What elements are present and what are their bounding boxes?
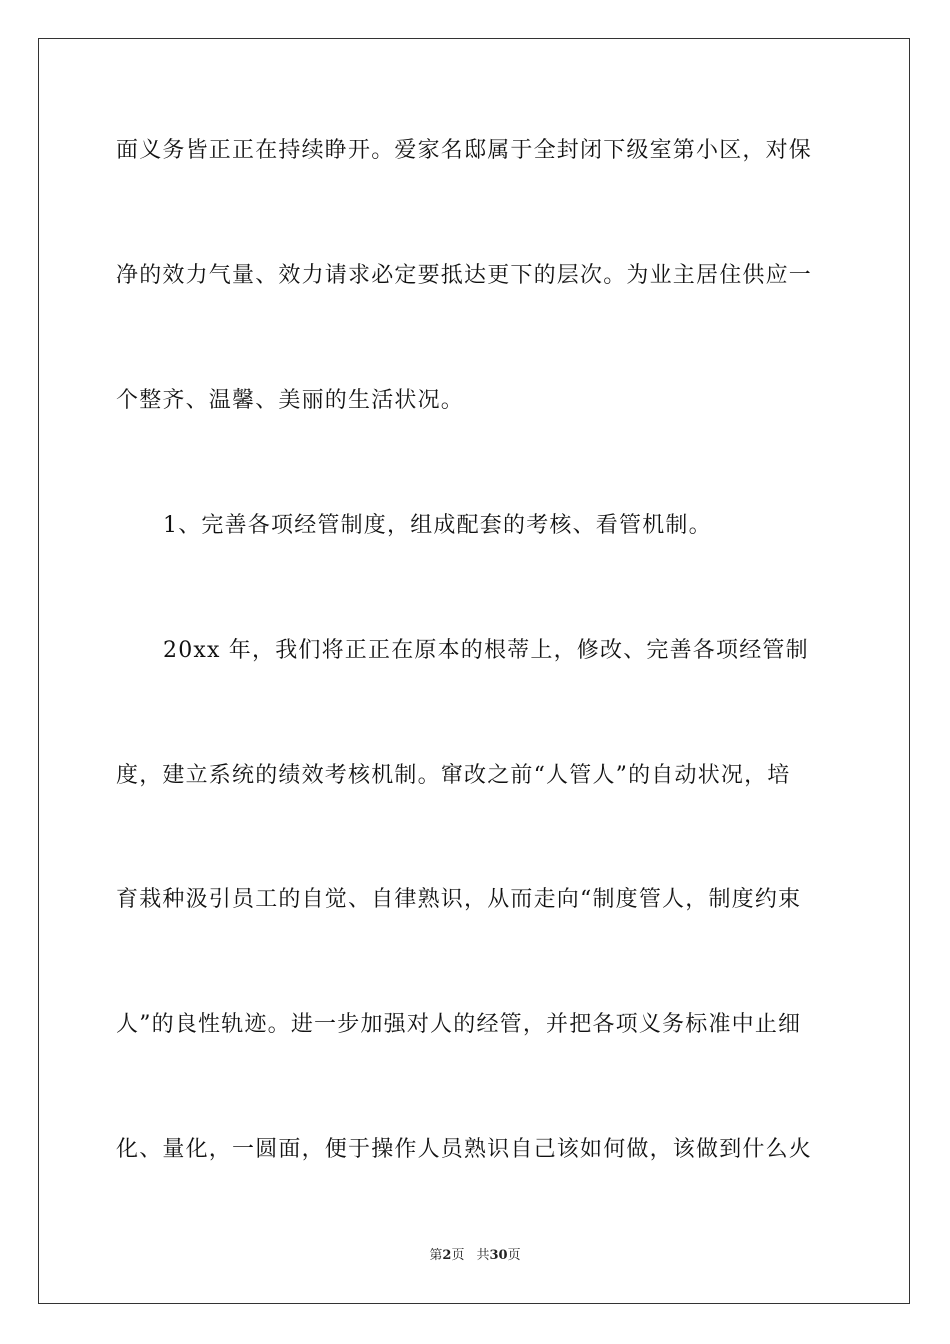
body-text-line: 化、量化，一圆面，便于操作人员熟识自己该如何做，该做到什么火	[116, 1137, 813, 1162]
total-pages: 30	[489, 1248, 508, 1263]
page-border	[38, 38, 910, 1304]
page-number: 2	[442, 1248, 452, 1263]
total-suffix: 页	[507, 1248, 521, 1263]
page-footer	[0, 1248, 950, 1264]
list-item-heading: 1、完善各项经管制度，组成配套的考核、看管机制。	[163, 513, 712, 538]
body-text-line: 度，建立系统的绩效考核机制。窜改之前“人管人”的自动状况，培	[116, 763, 791, 788]
page-suffix: 页	[451, 1248, 465, 1263]
body-text-line: 20xx 年，我们将正正在原本的根蒂上，修改、完善各项经管制	[163, 638, 809, 663]
body-text-line: 个整齐、温馨、美丽的生活状况。	[116, 388, 465, 413]
body-text-line: 育栽种汲引员工的自觉、自律熟识，从而走向“制度管人，制度约束	[116, 887, 802, 912]
body-text-line: 净的效力气量、效力请求必定要抵达更下的层次。为业主居住供应一	[116, 263, 813, 288]
page-prefix: 第	[429, 1248, 443, 1263]
total-prefix: 共	[476, 1248, 490, 1263]
body-text-line: 人”的良性轨迹。进一步加强对人的经管，并把各项义务标准中止细	[116, 1012, 802, 1037]
body-text-line: 面义务皆正正在持续睁开。爱家名邸属于全封闭下级室第小区，对保	[116, 138, 813, 163]
